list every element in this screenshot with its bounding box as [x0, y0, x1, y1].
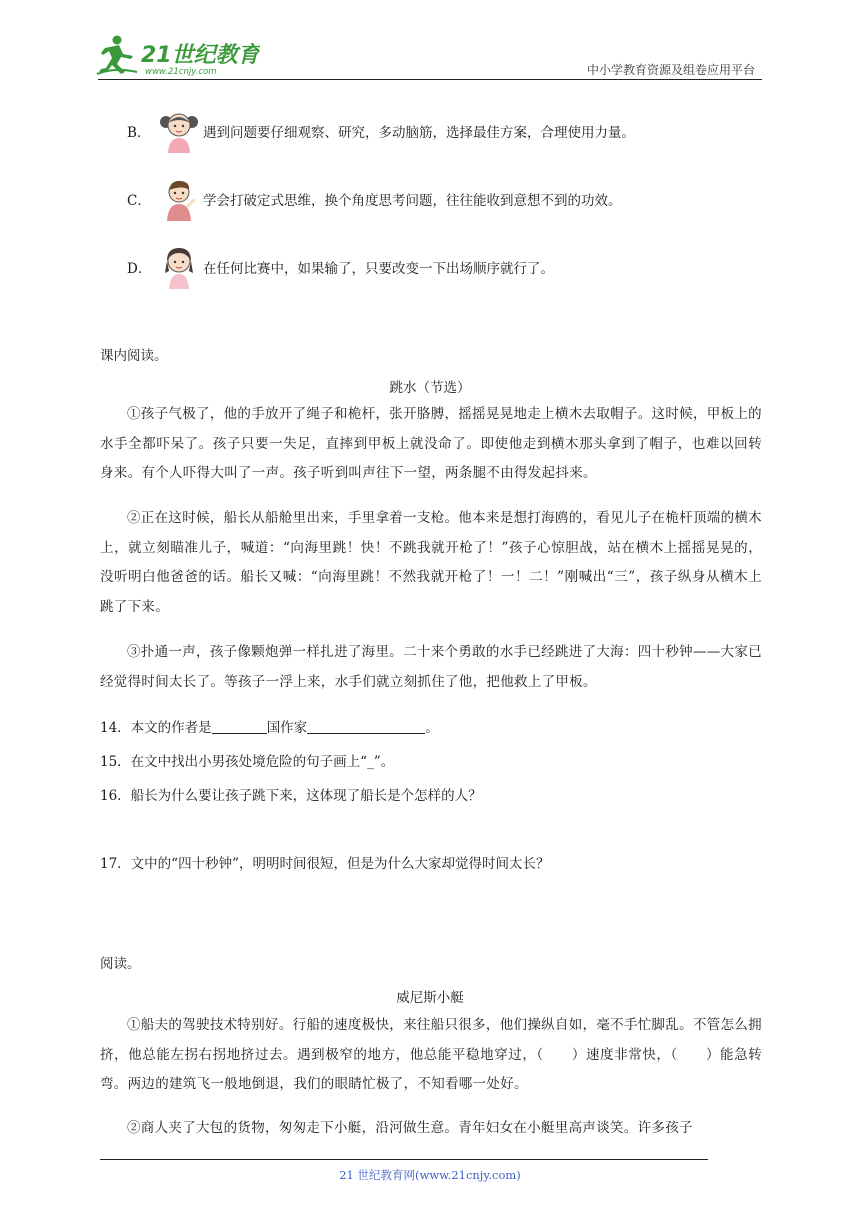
paragraph: ①船夫的驾驶技术特别好。行船的速度极快，来往船只很多，他们操纵自如，毫不手忙脚乱。不管怎么拥挤，他总能左拐右拐地挤过去。遇到极窄的地方，他总能平稳地穿过，（ ）速度非常快，（ ）能急转弯。两边的建筑飞一般地倒退，我们的眼睛忙极了，不知看哪一处好。 — [100, 1017, 762, 1092]
option-letter: C． — [127, 193, 151, 209]
question-16: 16．船长为什么要让孩子跳下来，这体现了船长是个怎样的人？ — [100, 788, 482, 804]
article-title-jump: 跳水（节选） — [389, 380, 471, 396]
header-divider — [98, 79, 762, 80]
paragraph: ②商人夹了大包的货物，匆匆走下小艇，沿河做生意。青年妇女在小艇里高声谈笑。许多孩子 — [127, 1120, 693, 1136]
logo-url: www.21cnjy.com — [145, 67, 217, 77]
question-15: 15．在文中找出小男孩处境危险的句子画上“_”。 — [100, 754, 395, 770]
answer-blank[interactable] — [212, 719, 267, 734]
page-header — [0, 0, 860, 82]
option-letter: B． — [127, 125, 151, 141]
paragraph: ①孩子气极了，他的手放开了绳子和桅杆，张开胳膊，摇摇晃晃地走上横木去取帽子。这时候，甲板上的水手全都吓呆了。孩子只要一失足，直摔到甲板上就没命了。即使他走到横木那头拿到了帽子，也难以回转身来。有个人吓得大叫了一声。孩子听到叫声往下一望，两条腿不由得发起抖来。 — [100, 406, 762, 481]
platform-name: 中小学教育资源及组卷应用平台 — [586, 63, 755, 77]
question-14-suffix: 。 — [425, 720, 439, 736]
option-c — [127, 179, 622, 219]
answer-blank[interactable] — [307, 719, 425, 734]
paragraph: ②正在这时候，船长从船舱里出来，手里拿着一支枪。他本来是想打海鸥的，看见儿子在桅杆顶端的横木上，就立刻瞄准儿子，喊道：“向海里跳！快！不跳我就开枪了！”孩子心惊胆战，站在横木上摇摇晃晃的，没听明白他爸爸的话。船长又喊：“向海里跳！不然我就开枪了！一！二！”刚喊出“三”，孩子纵身从横木上跳了下来。 — [100, 510, 762, 615]
logo — [95, 34, 260, 78]
option-text: 在任何比赛中，如果输了，只要改变一下出场顺序就行了。 — [203, 261, 554, 277]
option-letter: D． — [127, 261, 152, 277]
option-text: 学会打破定式思维，换个角度思考问题，往往能收到意想不到的功效。 — [203, 193, 622, 209]
boy-avatar-icon — [157, 177, 201, 221]
footer-link[interactable]: 21 世纪教育网(www.21cnjy.com) — [339, 1168, 521, 1182]
paragraph: ③扑通一声，孩子像颗炮弹一样扎进了海里。二十来个勇敢的水手已经跳进了大海：四十秒钟——大家已经觉得时间太长了。等孩子一浮上来，水手们就立刻抓住了他，把他救上了甲板。 — [100, 644, 762, 690]
article-title-venice: 威尼斯小艇 — [396, 990, 464, 1006]
question-14 — [100, 716, 439, 736]
girl-avatar-icon — [157, 109, 201, 153]
logo-icon — [95, 34, 260, 78]
section-title-reading-1: 课内阅读。 — [100, 348, 168, 364]
section-title-reading-2: 阅读。 — [100, 956, 141, 972]
option-text: 遇到问题要仔细观察、研究，多动脑筋，选择最佳方案，合理使用力量。 — [203, 125, 635, 141]
option-d — [127, 247, 554, 287]
question-14-prefix: 14．本文的作者是 — [100, 720, 212, 736]
logo-text: 21世纪教育 — [141, 43, 260, 68]
girl-avatar-icon — [157, 245, 201, 289]
option-b — [127, 111, 635, 151]
question-17: 17．文中的“四十秒钟”，明明时间很短，但是为什么大家却觉得时间太长？ — [100, 856, 550, 872]
question-14-middle: 国作家 — [266, 720, 308, 736]
footer-divider — [100, 1159, 708, 1160]
